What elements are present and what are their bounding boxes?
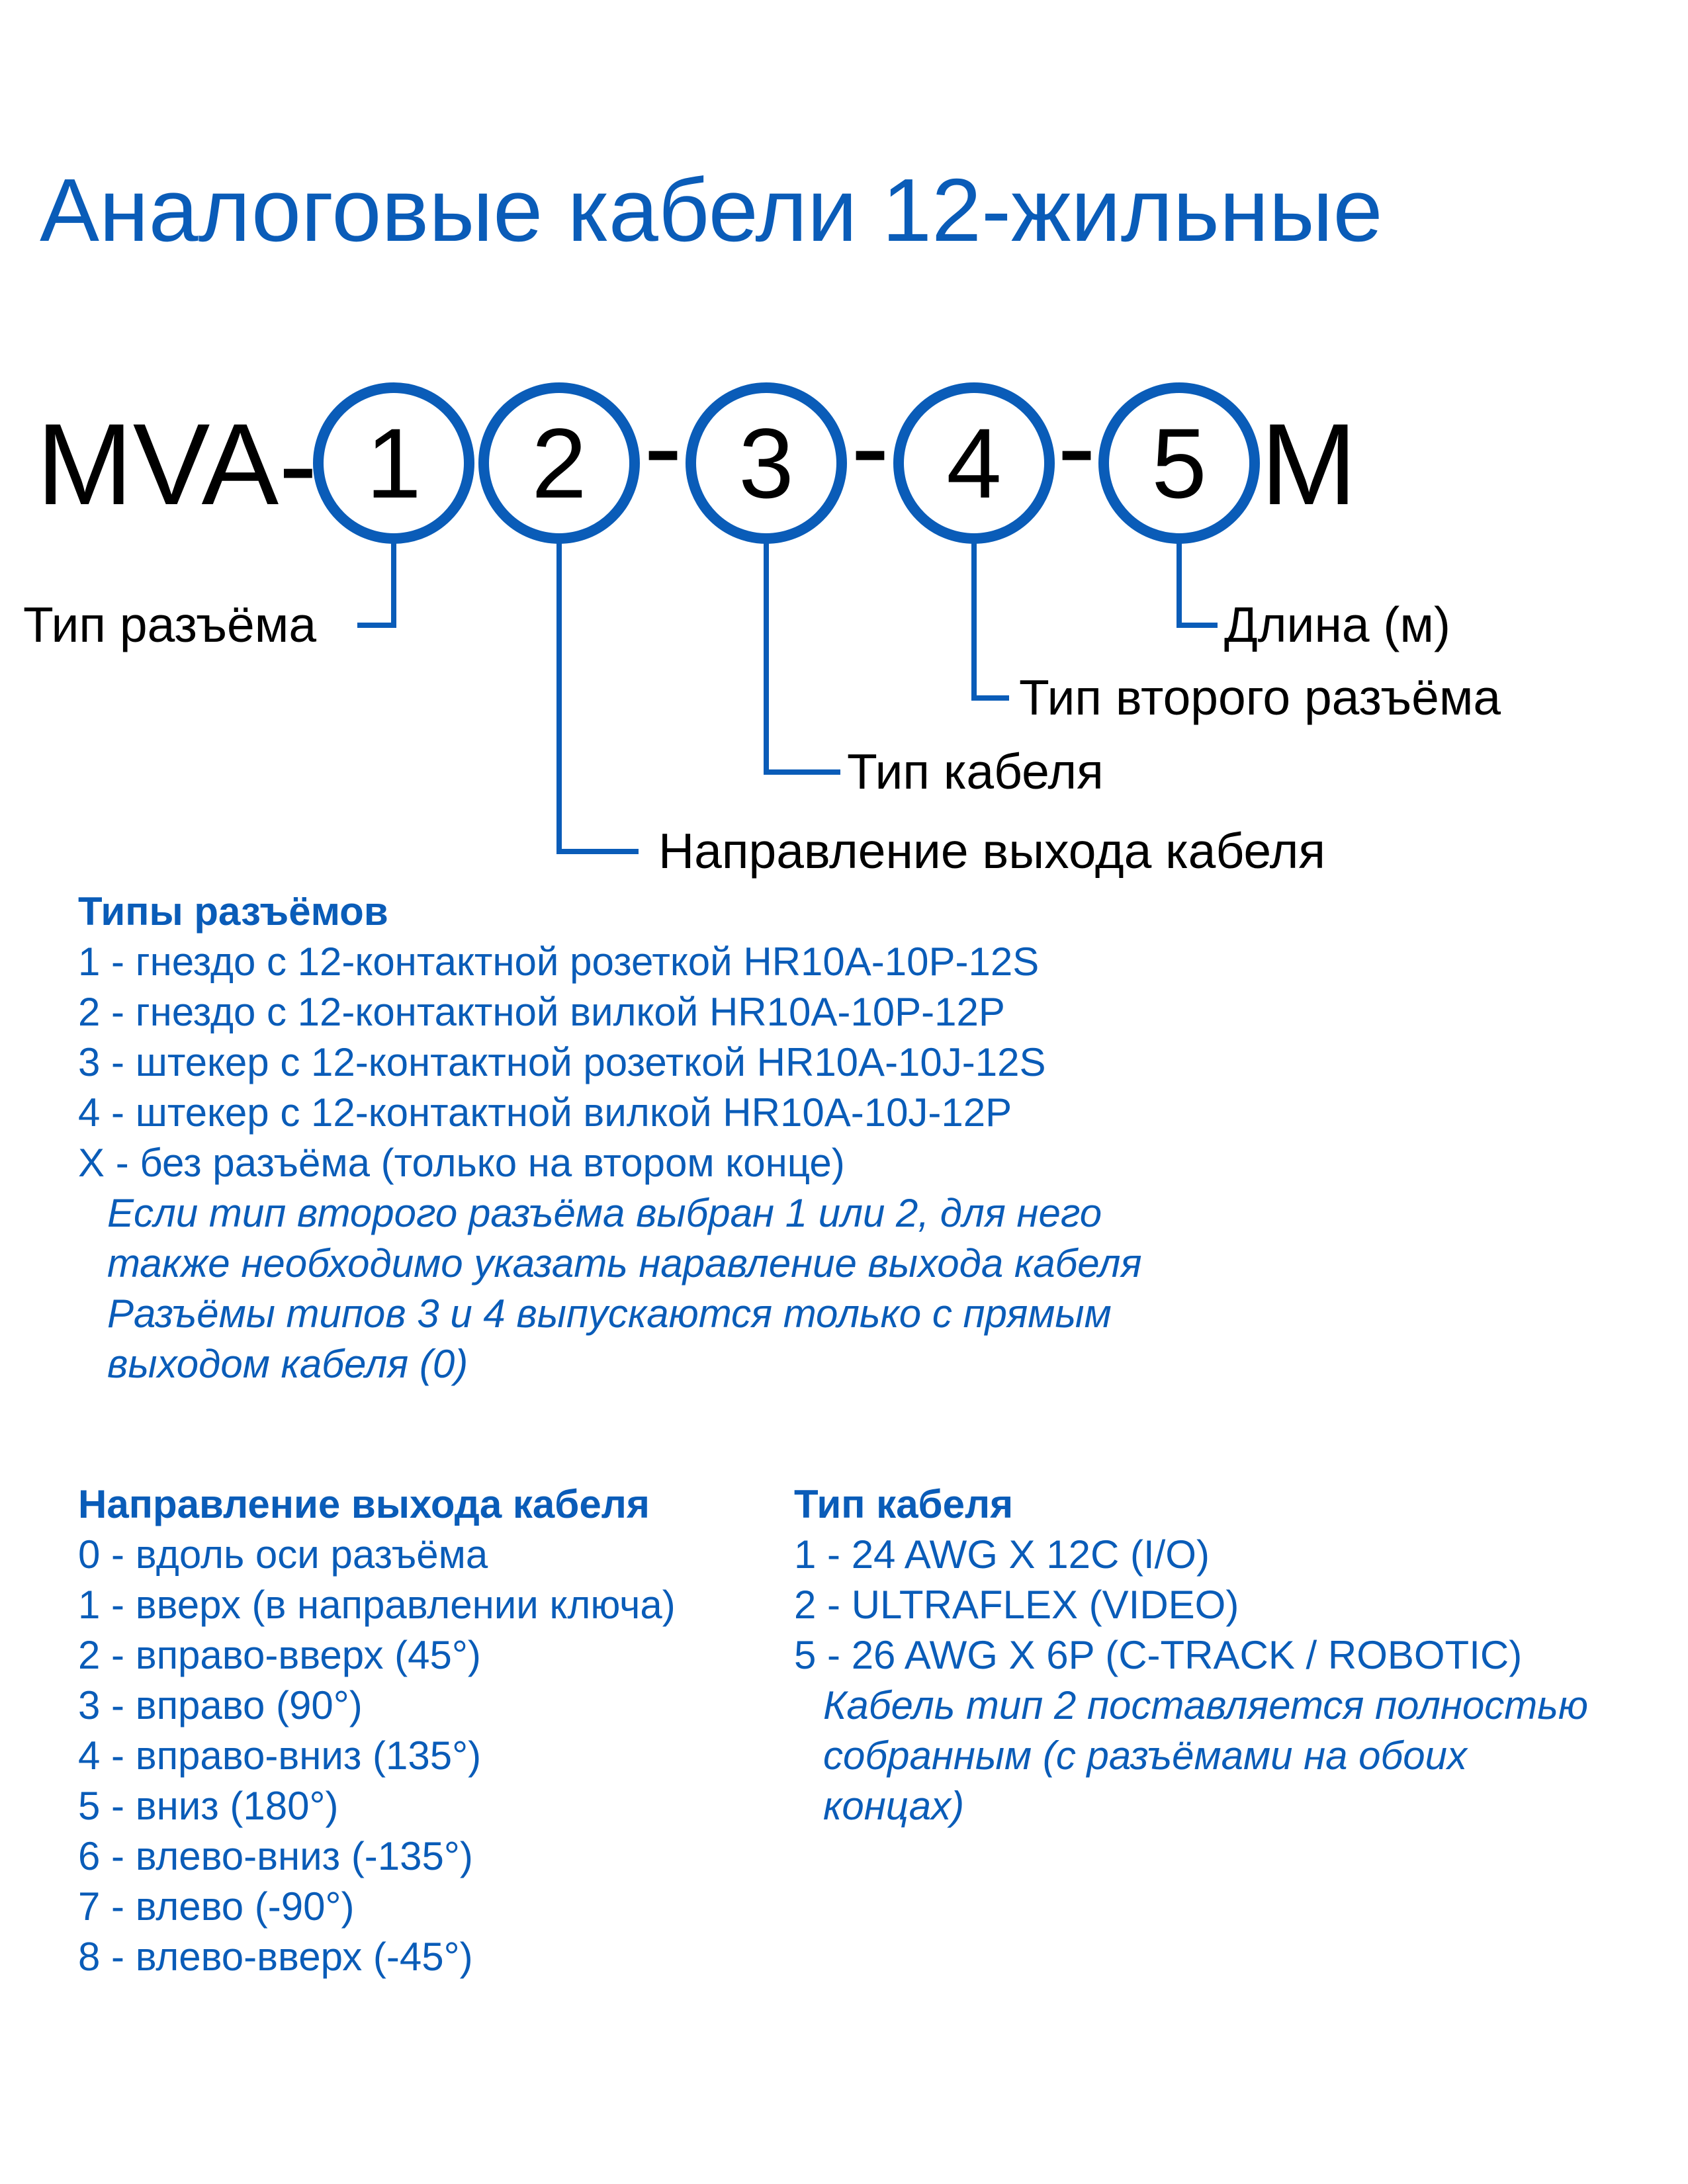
note-line: Кабель тип 2 поставляется полностью (823, 1683, 1588, 1727)
code-dash-1: - (643, 382, 683, 511)
list-item: 1 - гнездо с 12-контактной розеткой HR10A-10P-12S (78, 939, 1040, 984)
note-line: собранным (с разъёмами на обоих (823, 1733, 1468, 1778)
list-item: 0 - вдоль оси разъёма (78, 1532, 488, 1577)
list-item: 5 - вниз (180°) (78, 1784, 339, 1828)
list-item: 1 - вверх (в направлении ключа) (78, 1583, 676, 1627)
list-item: 2 - ULTRAFLEX (VIDEO) (794, 1583, 1239, 1627)
list-item: 2 - гнездо с 12-контактной вилкой HR10A-10P-12P (78, 990, 1005, 1034)
code-digit-4: 4 (946, 408, 1002, 519)
connector-types-section (78, 887, 1142, 1389)
callout-length: Длина (м) (1224, 597, 1450, 652)
list-item: 1 - 24 AWG X 12C (I/O) (794, 1532, 1210, 1577)
leader-line-5 (1179, 541, 1218, 625)
leader-line-4 (974, 541, 1009, 698)
list-item: 7 - влево (-90°) (78, 1884, 355, 1929)
code-digit-5: 5 (1151, 408, 1207, 519)
page-title: Аналоговые кабели 12-жильные (40, 160, 1383, 260)
code-digit-3: 3 (738, 408, 794, 519)
connector-types-heading: Типы разъёмов (78, 889, 388, 934)
callout-connector-type: Тип разъёма (23, 597, 317, 652)
list-item: 8 - влево-вверх (-45°) (78, 1935, 473, 1979)
list-item: 4 - вправо-вниз (135°) (78, 1733, 482, 1778)
list-item: 3 - вправо (90°) (78, 1683, 363, 1727)
callout-second-connector: Тип второго разъёма (1019, 670, 1501, 725)
note-line: также необходимо указать наравление выхода кабеля (107, 1241, 1142, 1286)
list-item: 5 - 26 AWG X 6P (C-TRACK / ROBOTIC) (794, 1633, 1523, 1677)
list-item: 2 - вправо-вверх (45°) (78, 1633, 481, 1677)
note-line: Разъёмы типов 3 и 4 выпускаются только с прямым (107, 1291, 1112, 1336)
code-prefix: MVA- (36, 400, 318, 529)
leader-line-3 (766, 541, 840, 772)
list-item: X - без разъёма (только на втором конце) (78, 1141, 845, 1185)
list-item: 3 - штекер с 12-контактной розеткой HR10A-10J-12S (78, 1040, 1046, 1084)
note-line: выходом кабеля (0) (107, 1342, 468, 1386)
code-digit-2: 2 (531, 408, 587, 519)
leader-line-1 (357, 541, 394, 625)
cable-direction-heading: Направление выхода кабеля (78, 1482, 650, 1526)
cable-type-heading: Тип кабеля (794, 1482, 1014, 1526)
list-item: 4 - штекер с 12-контактной вилкой HR10A-10J-12P (78, 1090, 1012, 1135)
code-digit-1: 1 (366, 408, 422, 519)
callout-cable-direction: Направление выхода кабеля (658, 823, 1326, 879)
note-line: концах) (823, 1784, 965, 1828)
list-item: 6 - влево-вниз (-135°) (78, 1834, 473, 1878)
code-suffix: M (1261, 400, 1357, 529)
leader-line-2 (559, 541, 639, 852)
cable-type-section (794, 1479, 1588, 1831)
callout-cable-type: Тип кабеля (847, 744, 1104, 799)
cable-direction-section (78, 1479, 676, 1982)
code-dash-3: - (1057, 382, 1096, 511)
part-number-diagram (0, 0, 1688, 893)
note-line: Если тип второго разъёма выбран 1 или 2, для него (107, 1191, 1102, 1235)
code-dash-2: - (850, 382, 890, 511)
